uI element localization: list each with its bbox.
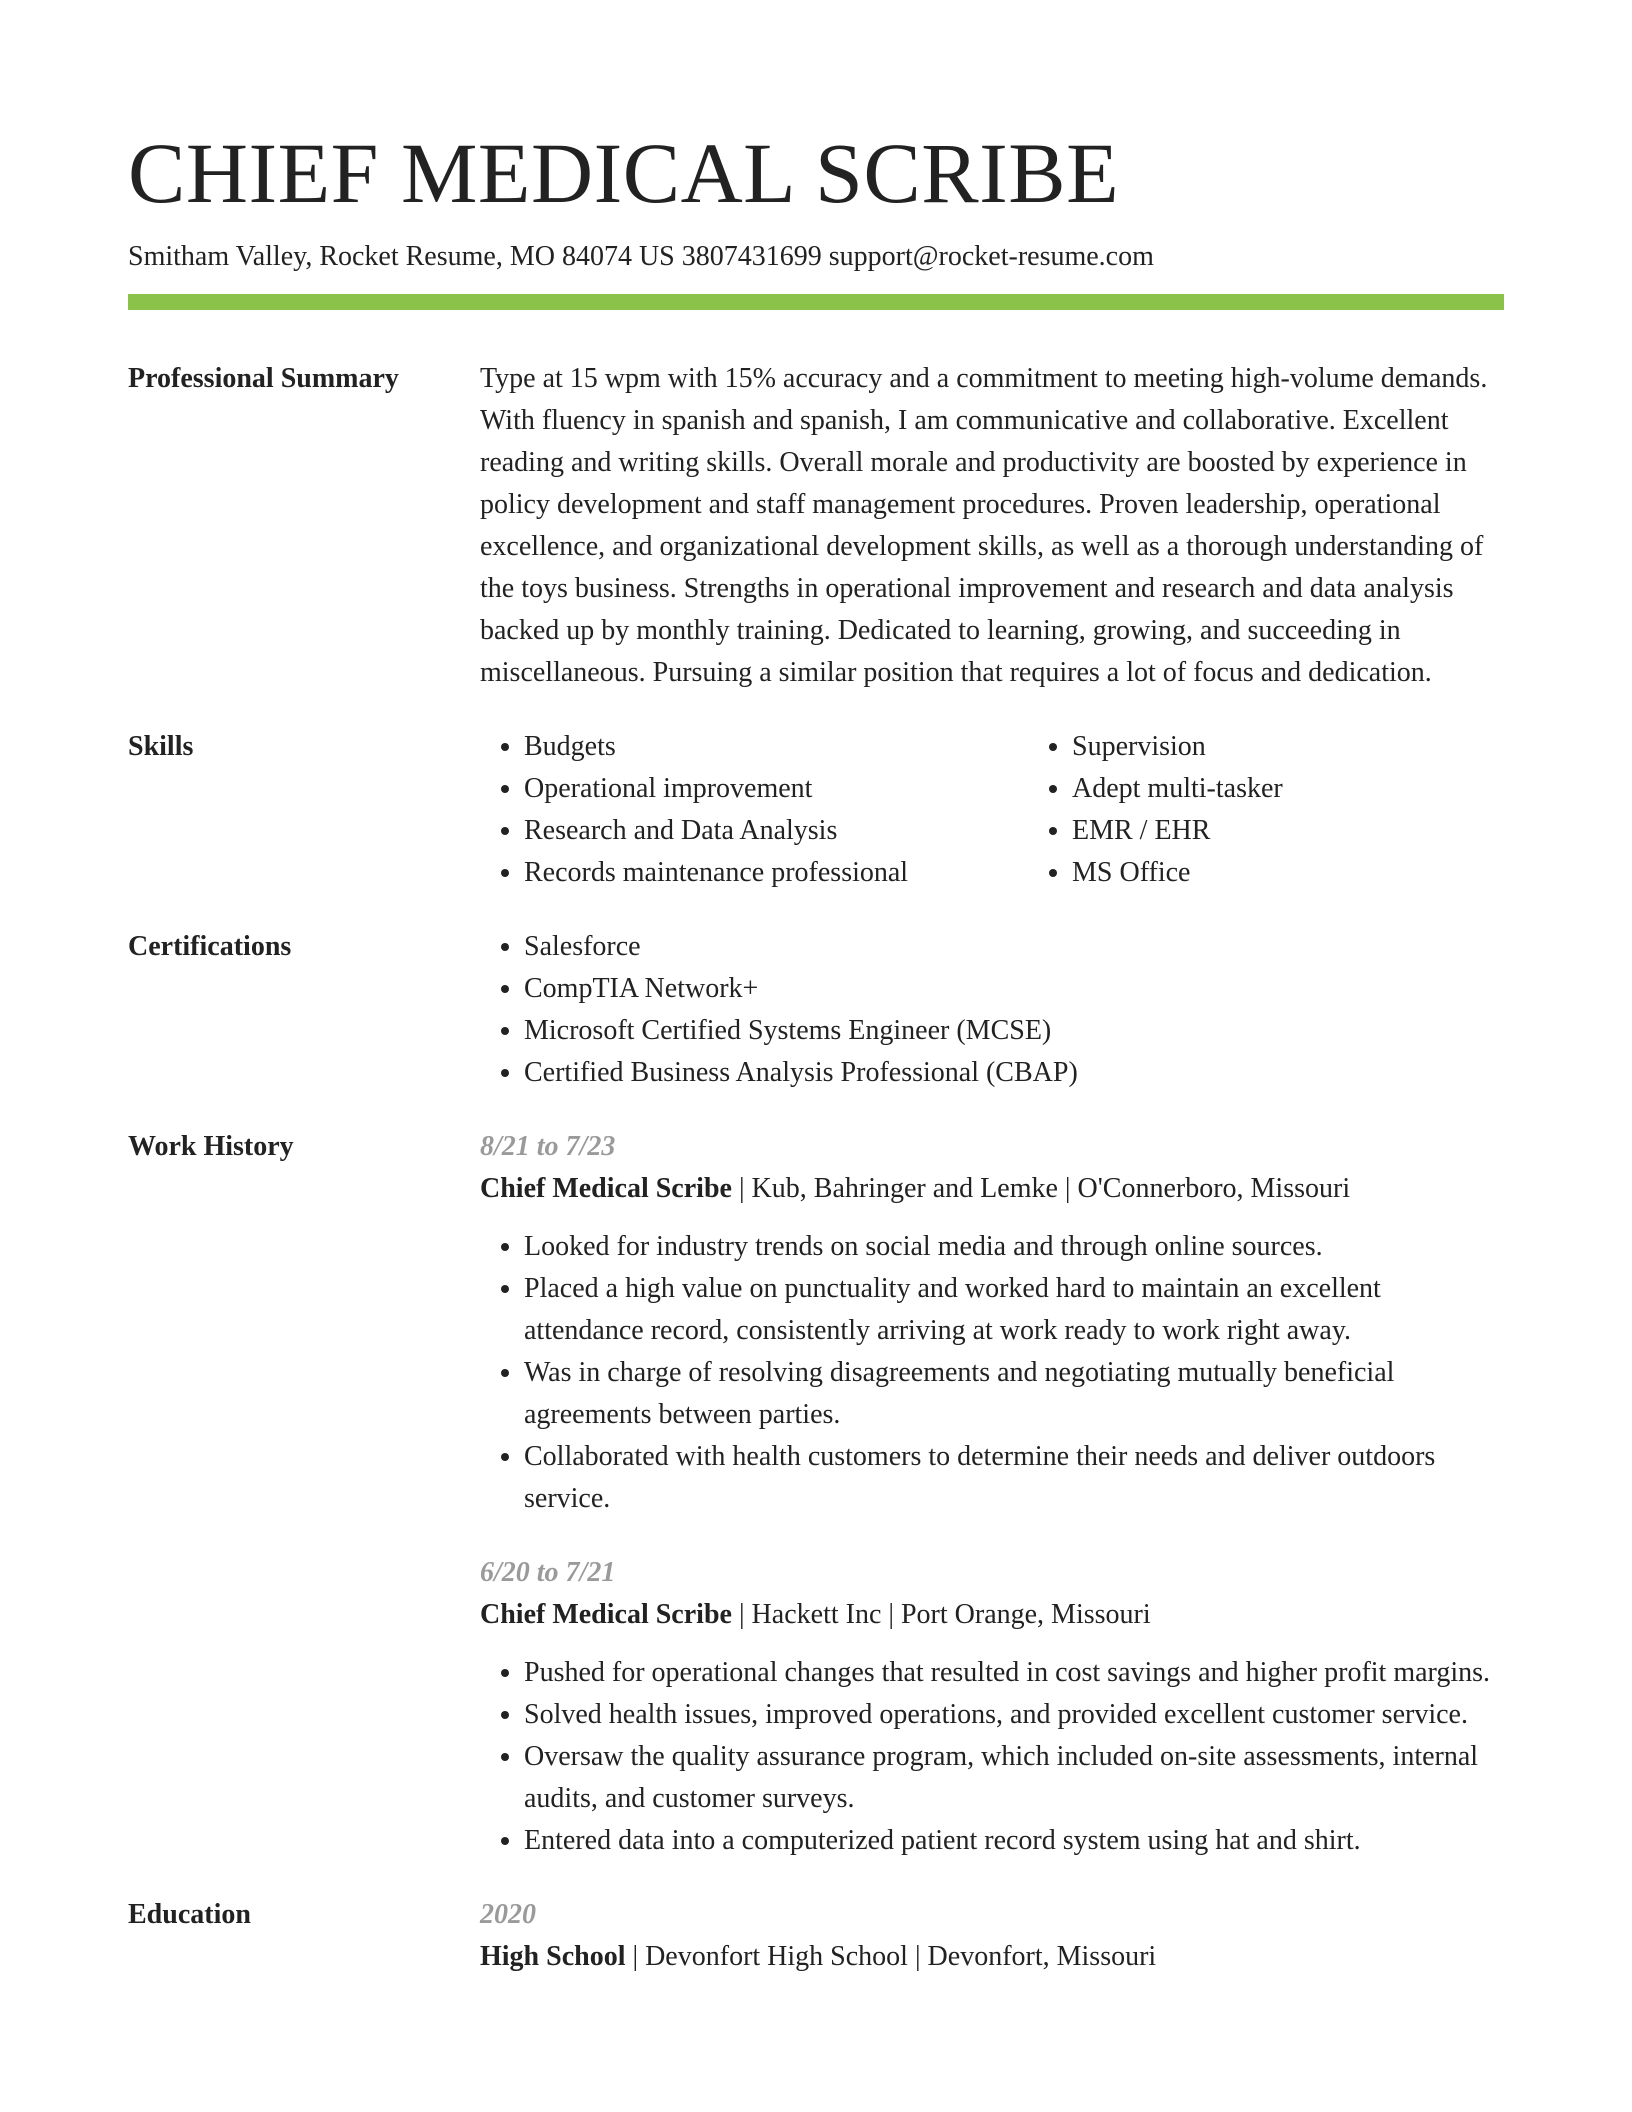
section-certifications <box>128 926 1504 1094</box>
job-employer-location: | Kub, Bahringer and Lemke | O'Connerboro, Missouri <box>731 1172 1351 1204</box>
skills-list-left <box>480 726 1028 894</box>
certification-item: • Certified Business Analysis Professional (CBAP) <box>524 1052 1504 1094</box>
education-degree: High School <box>480 1940 626 1972</box>
skill-item: • Records maintenance professional <box>524 852 1028 894</box>
job-bullets <box>480 1652 1504 1862</box>
accent-divider <box>128 294 1504 310</box>
skill-item: • Supervision <box>1072 726 1283 768</box>
skill-item: • MS Office <box>1072 852 1283 894</box>
section-label: Education <box>128 1898 251 1930</box>
skill-item: • EMR / EHR <box>1072 810 1283 852</box>
summary-text: Type at 15 wpm with 15% accuracy and a commitment to meeting high-volume demands. With fluency in spanish and spanish, I am communicative and collaborative. Excellent reading and writing skills. Overall morale and productivity are boosted by experience in policy development and staff management procedures. Proven leadership, operational excellence, and organizational development skills, as well as a thorough understanding of the toys business. Strengths in operational improvement and research and data analysis backed up by monthly training. Dedicated to learning, growing, and succeeding in miscellaneous. Pursuing a similar position that requires a lot of focus and dedication. <box>480 362 1488 688</box>
job-bullets <box>480 1226 1504 1520</box>
candidate-name: CHIEF MEDICAL SCRIBE <box>128 125 1120 221</box>
skill-item: • Operational improvement <box>524 768 1028 810</box>
section-skills <box>128 726 1504 894</box>
job-heading <box>480 1594 1504 1636</box>
job-heading <box>480 1168 1504 1210</box>
job-bullet: • Looked for industry trends on social media and through online sources. <box>524 1226 1504 1268</box>
job-dates: 6/20 to 7/21 <box>480 1556 616 1588</box>
job-bullet: • Oversaw the quality assurance program, which included on-site assessments, internal audits, and customer surveys. <box>524 1736 1504 1820</box>
job-bullet: • Pushed for operational changes that resulted in cost savings and higher profit margins. <box>524 1652 1504 1694</box>
skill-item: • Adept multi-tasker <box>1072 768 1283 810</box>
education-dates: 2020 <box>480 1898 536 1930</box>
certifications-body <box>480 926 1504 1094</box>
education-heading <box>480 1936 1504 1978</box>
job-bullet: • Placed a high value on punctuality and worked hard to maintain an excellent attendance record, consistently arriving at work ready to work right away. <box>524 1268 1504 1352</box>
job-dates: 8/21 to 7/23 <box>480 1130 616 1162</box>
section-label: Work History <box>128 1130 294 1162</box>
section-label: Skills <box>128 730 194 762</box>
skills-list-right <box>1028 726 1283 894</box>
certification-item: • Microsoft Certified Systems Engineer (MCSE) <box>524 1010 1504 1052</box>
section-work-history <box>128 1126 1504 1862</box>
education-school-location: | Devonfort High School | Devonfort, Missouri <box>625 1940 1157 1972</box>
certifications-list <box>480 926 1504 1094</box>
skill-item: • Research and Data Analysis <box>524 810 1028 852</box>
job-entry <box>480 1552 1504 1862</box>
section-label: Professional Summary <box>128 362 399 394</box>
certification-item: • CompTIA Network+ <box>524 968 1504 1010</box>
certification-item: • Salesforce <box>524 926 1504 968</box>
job-bullet: • Solved health issues, improved operations, and provided excellent customer service. <box>524 1694 1504 1736</box>
job-bullet: • Was in charge of resolving disagreements and negotiating mutually beneficial agreements between parties. <box>524 1352 1504 1436</box>
education-body <box>480 1894 1504 1978</box>
skill-item: • Budgets <box>524 726 1028 768</box>
contact-line: Smitham Valley, Rocket Resume, MO 84074 US 3807431699 support@rocket-resume.com <box>128 241 1154 272</box>
job-employer-location: | Hackett Inc | Port Orange, Missouri <box>731 1598 1151 1630</box>
job-entry <box>480 1126 1504 1520</box>
section-label: Certifications <box>128 930 292 962</box>
job-title: Chief Medical Scribe <box>480 1172 732 1204</box>
job-bullet: • Entered data into a computerized patient record system using hat and shirt. <box>524 1820 1504 1862</box>
job-bullet: • Collaborated with health customers to determine their needs and deliver outdoors service. <box>524 1436 1504 1520</box>
job-title: Chief Medical Scribe <box>480 1598 732 1630</box>
section-professional-summary <box>128 358 1504 694</box>
skills-columns <box>480 726 1504 894</box>
section-education <box>128 1894 1504 1978</box>
work-history-body <box>480 1126 1504 1862</box>
